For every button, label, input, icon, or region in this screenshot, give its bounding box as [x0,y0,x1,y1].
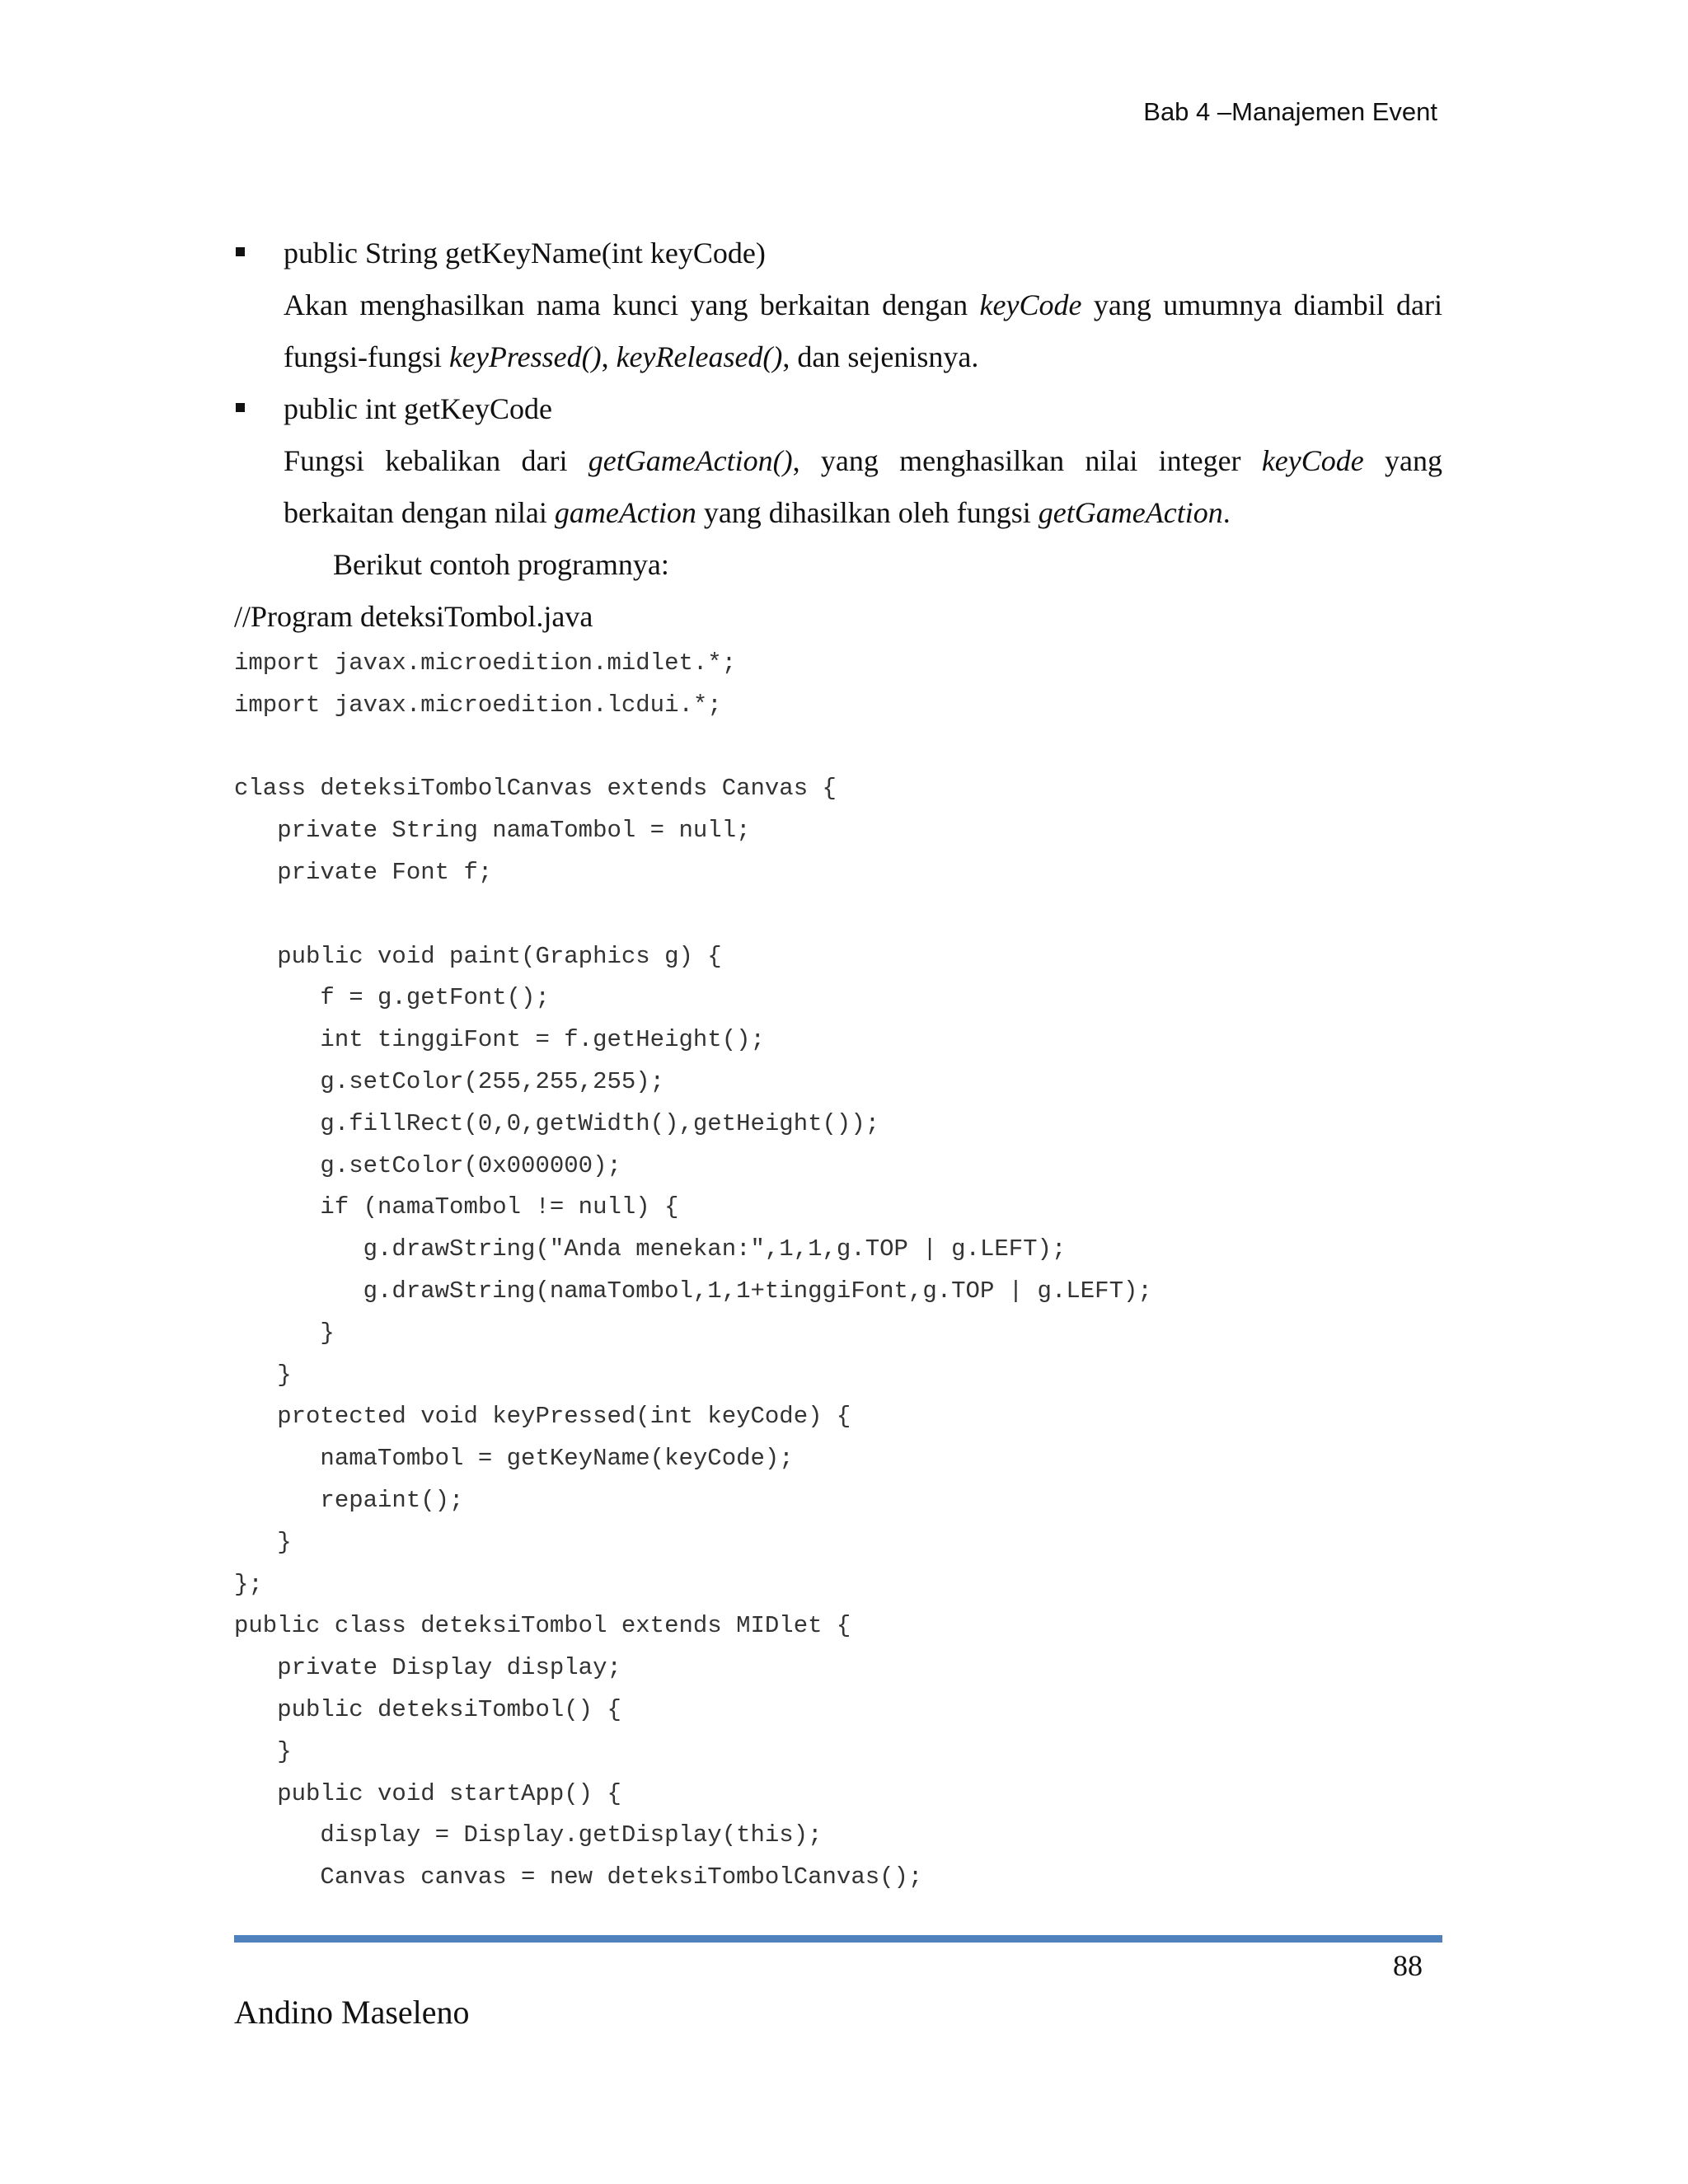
code-line: private Font f; [234,858,493,886]
desc-text: , [601,340,617,373]
bullet-square-icon [236,247,245,256]
code-line: g.drawString("Anda menekan:",1,1,g.TOP | g.LEFT); [234,1235,1067,1263]
page-number: 88 [1393,1949,1423,1982]
method-description [284,279,1442,383]
footer-rule [234,1935,1442,1943]
example-intro: Berikut contoh programnya: [333,548,669,581]
code-line: }; [234,1570,263,1598]
desc-italic: keyCode [1261,444,1364,477]
method-description-line2 [284,487,1442,539]
desc-text: Fungsi kebalikan dari [284,444,588,477]
code-line: if (namaTombol != null) { [234,1193,679,1221]
code-line: import javax.microedition.midlet.*; [234,649,737,677]
code-line: class deteksiTombolCanvas extends Canvas { [234,775,837,803]
code-line: } [234,1319,335,1347]
method-item-getkeycode [234,383,1442,539]
code-line: protected void keyPressed(int keyCode) { [234,1403,851,1431]
method-item-getkeyname [234,227,1442,383]
desc-text: , dan sejenisnya. [782,340,979,373]
desc-text: yang umumnya diambil dari fungsi-fungsi [284,288,1443,373]
code-line: public deteksiTombol() { [234,1695,621,1723]
code-line: } [234,1737,292,1765]
footer-author: Andino Maseleno [234,1994,470,2031]
page-content [234,227,1442,1899]
code-line: namaTombol = getKeyName(keyCode); [234,1445,794,1473]
desc-italic: gameAction [554,496,696,529]
code-comment: //Program deteksiTombol.java [234,600,593,633]
code-line: public void startApp() { [234,1779,621,1807]
desc-text: , yang menghasilkan nilai integer [792,444,1262,477]
code-line: g.drawString(namaTombol,1,1+tinggiFont,g.TOP | g.LEFT); [234,1277,1152,1305]
desc-italic: keyCode [979,288,1082,321]
bullet-square-icon [236,403,245,412]
code-line: Canvas canvas = new deteksiTombolCanvas(); [234,1863,923,1891]
desc-text: yang [1363,444,1442,477]
method-description-line1 [284,435,1442,487]
code-line [234,894,1442,936]
code-line: repaint(); [234,1486,464,1514]
method-signature: public String getKeyName(int keyCode) [284,237,766,269]
desc-italic: keyPressed() [449,340,602,373]
code-line: f = g.getFont(); [234,984,550,1012]
code-line: } [234,1528,292,1556]
desc-italic: getGameAction [1038,496,1223,529]
code-line: public class deteksiTombol extends MIDlet { [234,1612,851,1640]
code-line: private Display display; [234,1654,621,1682]
code-line: g.setColor(0x000000); [234,1151,621,1179]
code-line: private String namaTombol = null; [234,817,751,845]
code-line: } [234,1361,292,1389]
code-line: int tinggiFont = f.getHeight(); [234,1026,765,1054]
desc-italic: getGameAction() [588,444,793,477]
method-signature: public int getKeyCode [284,392,552,425]
code-line: g.fillRect(0,0,getWidth(),getHeight()); [234,1109,880,1137]
desc-text: yang dihasilkan oleh fungsi [696,496,1039,529]
code-listing [234,643,1442,1899]
desc-italic: keyReleased() [616,340,783,373]
desc-text: . [1222,496,1231,529]
desc-text: berkaitan dengan nilai [284,496,555,529]
running-header: Bab 4 –Manajemen Event [1143,97,1437,126]
code-line: import javax.microedition.lcdui.*; [234,691,722,719]
code-line: g.setColor(255,255,255); [234,1067,665,1095]
code-line: display = Display.getDisplay(this); [234,1821,823,1849]
code-line: public void paint(Graphics g) { [234,942,722,970]
code-line [234,727,1442,769]
desc-text: Akan menghasilkan nama kunci yang berkaitan dengan [284,288,980,321]
